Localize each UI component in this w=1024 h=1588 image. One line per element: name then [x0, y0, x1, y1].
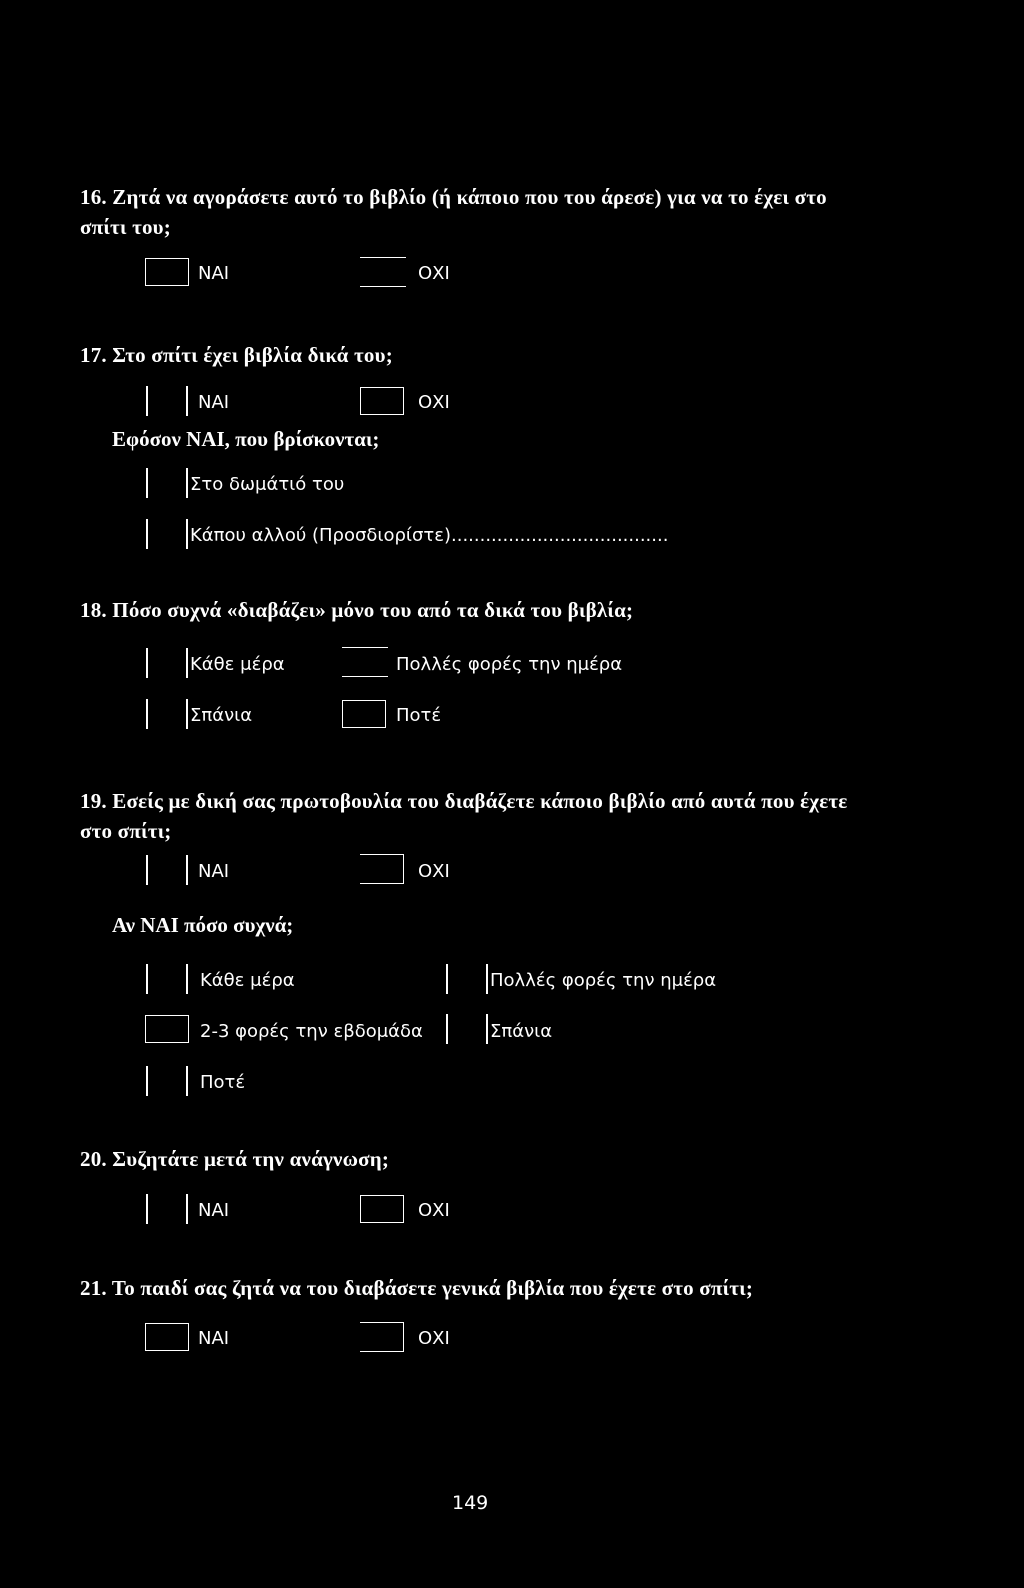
q19-daily-checkbox[interactable] [146, 964, 188, 994]
q18-many-checkbox[interactable] [342, 647, 388, 677]
q18-many-label: Πολλές φορές την ημέρα [396, 654, 623, 675]
q17-followup-text: Εφόσον ΝΑΙ, που βρίσκονται; [112, 427, 380, 451]
q17-room-checkbox[interactable] [146, 468, 188, 498]
q19-no-label: ΟΧΙ [418, 861, 450, 882]
q20-no-checkbox[interactable] [360, 1195, 404, 1223]
q19-followup-text: Αν ΝΑΙ πόσο συχνά; [112, 913, 294, 937]
q16-no-label: ΟΧΙ [418, 263, 450, 284]
q19-weekly-label: 2-3 φορές την εβδομάδα [200, 1021, 423, 1042]
q21-yes-checkbox[interactable] [145, 1323, 189, 1351]
q19-never-checkbox[interactable] [146, 1066, 188, 1096]
q19-rarely-label: Σπάνια [490, 1021, 553, 1042]
q16-yes-checkbox[interactable] [145, 258, 189, 286]
q18-rarely-checkbox[interactable] [146, 699, 188, 729]
question-19-text-line1: 19. Εσείς με δική σας πρωτοβουλία του διαβάζετε κάποιο βιβλίο από αυτά που έχετε [80, 789, 848, 813]
q19-weekly-checkbox[interactable] [145, 1015, 189, 1043]
q17-elsewhere-checkbox[interactable] [146, 519, 188, 549]
q20-no-label: ΟΧΙ [418, 1200, 450, 1221]
q18-daily-label: Κάθε μέρα [190, 654, 285, 675]
q17-room-label: Στο δωμάτιό του [190, 474, 345, 495]
q21-no-checkbox[interactable] [360, 1322, 404, 1352]
q17-no-label: ΟΧΙ [418, 392, 450, 413]
q19-many-label: Πολλές φορές την ημέρα [490, 970, 717, 991]
q19-yes-label: ΝΑΙ [198, 861, 230, 882]
q17-yes-checkbox[interactable] [146, 386, 188, 416]
question-19-text-line2: στο σπίτι; [80, 819, 172, 843]
q21-no-label: ΟΧΙ [418, 1328, 450, 1349]
q18-daily-checkbox[interactable] [146, 648, 188, 678]
q19-many-checkbox[interactable] [446, 964, 488, 994]
q16-yes-label: ΝΑΙ [198, 263, 230, 284]
q19-rarely-checkbox[interactable] [446, 1014, 488, 1044]
q19-never-label: Ποτέ [200, 1072, 246, 1093]
q19-daily-label: Κάθε μέρα [200, 970, 295, 991]
q16-no-checkbox[interactable] [360, 257, 406, 287]
q18-rarely-label: Σπάνια [190, 705, 253, 726]
question-21-text: 21. Το παιδί σας ζητά να του διαβάσετε γενικά βιβλία που έχετε στο σπίτι; [80, 1276, 754, 1300]
question-20-text: 20. Συζητάτε μετά την ανάγνωση; [80, 1147, 390, 1171]
q20-yes-label: ΝΑΙ [198, 1200, 230, 1221]
q19-yes-checkbox[interactable] [146, 855, 188, 885]
q18-never-label: Ποτέ [396, 705, 442, 726]
page-number: 149 [452, 1492, 489, 1514]
q20-yes-checkbox[interactable] [146, 1194, 188, 1224]
question-18-text: 18. Πόσο συχνά «διαβάζει» μόνο του από τα δικά του βιβλία; [80, 598, 634, 622]
q17-no-checkbox[interactable] [360, 387, 404, 415]
q17-yes-label: ΝΑΙ [198, 392, 230, 413]
q18-never-checkbox[interactable] [342, 700, 386, 728]
question-16-text-line2: σπίτι του; [80, 215, 171, 239]
question-16-text-line1: 16. Ζητά να αγοράσετε αυτό το βιβλίο (ή κάποιο που του άρεσε) για να το έχει στο [80, 185, 827, 209]
q19-no-checkbox[interactable] [360, 854, 404, 884]
q21-yes-label: ΝΑΙ [198, 1328, 230, 1349]
q17-elsewhere-label: Κάπου αλλού (Προσδιορίστε)...................................... [190, 525, 669, 546]
question-17-text: 17. Στο σπίτι έχει βιβλία δικά του; [80, 343, 393, 367]
